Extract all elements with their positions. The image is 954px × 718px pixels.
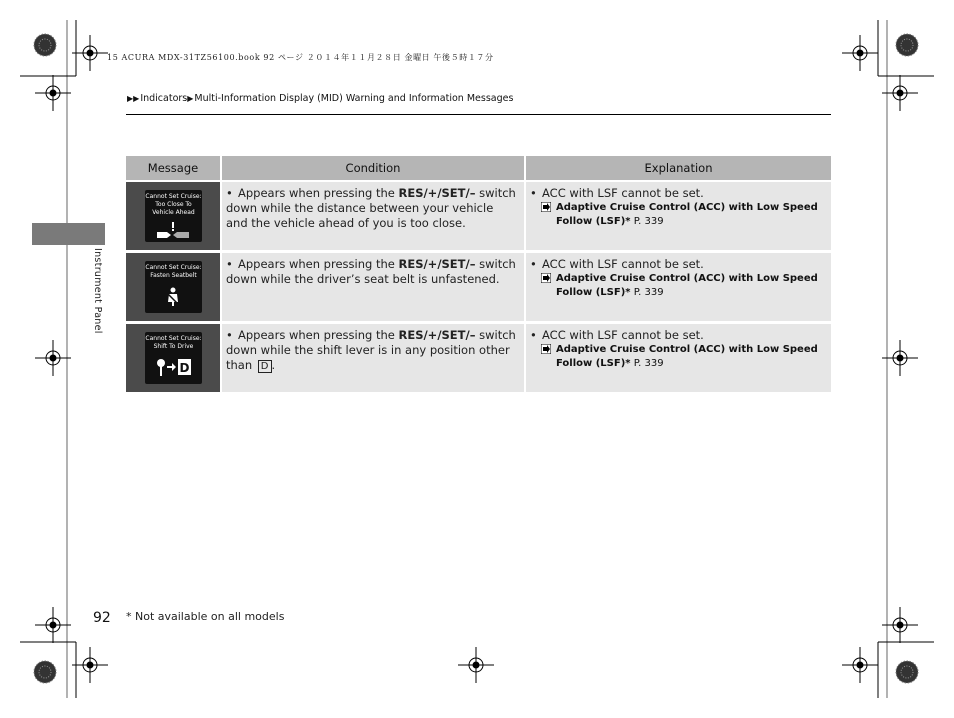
reference-link[interactable]: Adaptive Cruise Control (ACC) with Low Speed Follow (LSF)* P. 339 bbox=[556, 272, 821, 299]
reference-arrow-icon bbox=[541, 273, 551, 283]
breadcrumb bbox=[127, 93, 513, 104]
mid-display-image bbox=[145, 190, 202, 242]
explanation-text: • ACC with LSF cannot be set. bbox=[530, 257, 704, 271]
reference-arrow-icon bbox=[541, 344, 551, 354]
explanation-cell bbox=[526, 253, 831, 321]
explanation-cell bbox=[526, 324, 831, 392]
file-header: 15 ACURA MDX-31TZ56100.book 92 ページ ２０１４年１１月２８日 金曜日 午後５時１７分 bbox=[107, 53, 494, 62]
mid-display-image bbox=[145, 332, 202, 384]
condition-cell bbox=[222, 253, 524, 321]
condition-text: • Appears when pressing the RES/+/SET/– switch down while the driver’s seat belt is unfastened. bbox=[226, 257, 516, 286]
seatbelt-icon bbox=[165, 287, 181, 307]
message-cell bbox=[126, 253, 220, 321]
table-row bbox=[126, 324, 831, 392]
svg-text:D: D bbox=[179, 361, 190, 375]
shift-to-drive-icon bbox=[155, 357, 193, 379]
mid-message-text: Cannot Set Cruise: Shift To Drive bbox=[145, 335, 202, 350]
condition-cell bbox=[222, 182, 524, 250]
side-tab-label: Instrument Panel bbox=[92, 248, 103, 334]
column-header-message: Message bbox=[126, 156, 220, 180]
explanation-text: • ACC with LSF cannot be set. bbox=[530, 186, 704, 200]
reference-link[interactable]: Adaptive Cruise Control (ACC) with Low Speed Follow (LSF)* P. 339 bbox=[556, 201, 821, 228]
mid-message-text: Cannot Set Cruise: Too Close To Vehicle Ahead bbox=[145, 193, 202, 216]
mid-message-text: Cannot Set Cruise: Fasten Seatbelt bbox=[145, 264, 202, 279]
gear-d-indicator: D bbox=[258, 360, 272, 373]
table-row bbox=[126, 253, 831, 321]
reference-link[interactable]: Adaptive Cruise Control (ACC) with Low Speed Follow (LSF)* P. 339 bbox=[556, 343, 821, 370]
breadcrumb-arrows: ▶▶ bbox=[127, 94, 140, 103]
column-header-explanation: Explanation bbox=[526, 156, 831, 180]
mid-display-image bbox=[145, 261, 202, 313]
reference-arrow-icon bbox=[541, 202, 551, 212]
breadcrumb-section[interactable]: Indicators bbox=[140, 93, 188, 104]
message-cell bbox=[126, 182, 220, 250]
footnote: * Not available on all models bbox=[126, 610, 285, 623]
breadcrumb-subsection[interactable]: Multi-Information Display (MID) Warning and Information Messages bbox=[194, 93, 514, 104]
explanation-text: • ACC with LSF cannot be set. bbox=[530, 328, 704, 342]
condition-text: • Appears when pressing the RES/+/SET/– switch down while the distance between your vehicle and the vehicle ahead of you is too close. bbox=[226, 186, 516, 230]
breadcrumb-separator: ▶ bbox=[187, 94, 194, 103]
column-header-condition: Condition bbox=[222, 156, 524, 180]
explanation-cell bbox=[526, 182, 831, 250]
message-cell bbox=[126, 324, 220, 392]
vehicle-ahead-icon bbox=[155, 222, 193, 242]
page-number: 92 bbox=[93, 610, 111, 626]
condition-text: • Appears when pressing the RES/+/SET/– switch down while the shift lever is in any position other than D . bbox=[226, 328, 516, 372]
header-rule bbox=[126, 114, 831, 115]
side-tab bbox=[32, 223, 105, 245]
condition-cell bbox=[222, 324, 524, 392]
table-row bbox=[126, 182, 831, 250]
